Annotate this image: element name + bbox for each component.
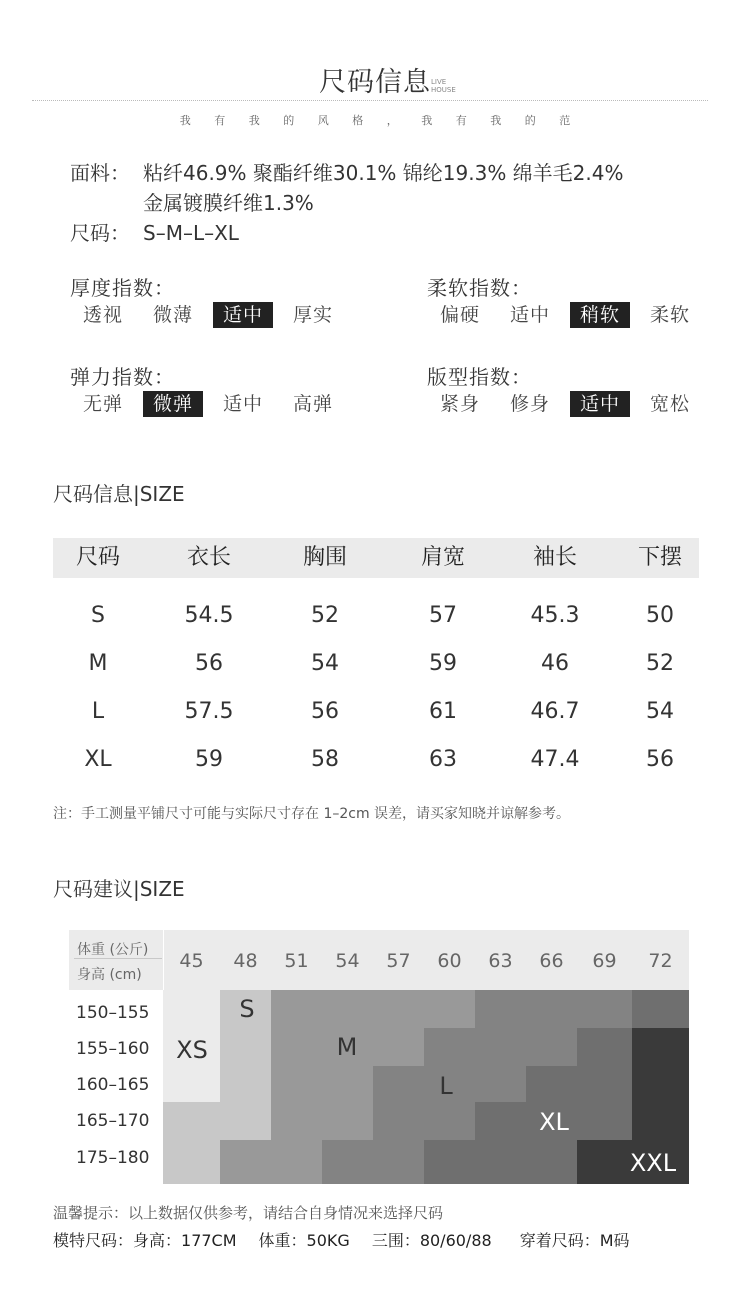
advice-grid-cell bbox=[373, 990, 424, 1028]
weight-header: 72 bbox=[648, 950, 673, 972]
advice-grid-cell bbox=[632, 1066, 689, 1102]
fabric-info bbox=[70, 158, 624, 248]
advice-grid-cell bbox=[475, 1102, 526, 1140]
advice-grid-cell bbox=[373, 1102, 424, 1140]
size-table-size-cell: XL bbox=[84, 747, 112, 772]
size-table-cell: 63 bbox=[429, 747, 457, 772]
size-table-cell: 46.7 bbox=[530, 699, 580, 724]
advice-grid-cell bbox=[577, 1066, 632, 1102]
size-table-cell: 57.5 bbox=[184, 699, 234, 724]
slogan-char: ， bbox=[386, 114, 398, 127]
model-wearing-size: 穿着尺码：M码 bbox=[519, 1231, 630, 1250]
model-height: 身高：177CM bbox=[133, 1231, 237, 1250]
index-option: 无弹 bbox=[82, 393, 123, 415]
size-table-cell: 47.4 bbox=[530, 747, 580, 772]
size-zone-label: XXL bbox=[629, 1149, 677, 1177]
size-table-cell: 56 bbox=[195, 651, 223, 676]
index-option-selected: 适中 bbox=[570, 391, 630, 417]
model-measurements: 三围：80/60/88 bbox=[371, 1231, 492, 1250]
advice-grid-cell bbox=[163, 990, 220, 1028]
index-option: 紧身 bbox=[439, 393, 480, 415]
index-options bbox=[73, 391, 353, 417]
index-option-selected: 稍软 bbox=[570, 302, 630, 328]
size-table-cell: 50 bbox=[646, 603, 674, 628]
advice-grid-cell bbox=[526, 1140, 577, 1184]
size-table-column-header: 下摆 bbox=[637, 545, 682, 570]
advice-grid-cell bbox=[220, 1066, 271, 1102]
weight-header: 51 bbox=[284, 950, 309, 972]
badge-line1: LIVE bbox=[431, 78, 447, 86]
size-label: 尺码： bbox=[70, 221, 130, 245]
height-label: 150–155 bbox=[76, 1003, 150, 1023]
model-label: 模特尺码： bbox=[53, 1231, 134, 1250]
weight-axis-label: 体重 (公斤) bbox=[77, 942, 149, 958]
index-title: 弹力指数： bbox=[70, 365, 175, 389]
brand-badge bbox=[431, 78, 456, 94]
page-title: 尺码信息 bbox=[319, 67, 431, 98]
size-table-cell: 59 bbox=[195, 747, 223, 772]
size-table-cell: 61 bbox=[429, 699, 457, 724]
weight-header: 63 bbox=[488, 950, 513, 972]
slogan-char: 风 bbox=[317, 114, 329, 127]
index-options bbox=[430, 302, 710, 328]
size-table-cell: 54 bbox=[646, 699, 674, 724]
index-option-selected: 适中 bbox=[213, 302, 273, 328]
size-zone-label: L bbox=[439, 1072, 453, 1100]
advice-grid-cell bbox=[424, 990, 475, 1028]
height-label: 175–180 bbox=[76, 1148, 150, 1168]
advice-grid-cell bbox=[577, 1102, 632, 1140]
advice-grid-cell bbox=[163, 1066, 220, 1102]
size-table-cell: 46 bbox=[541, 651, 569, 676]
size-table-column-header: 肩宽 bbox=[420, 545, 465, 570]
height-label: 155–160 bbox=[76, 1039, 150, 1059]
advice-grid-cell bbox=[373, 1140, 424, 1184]
advice-grid-cell bbox=[322, 990, 373, 1028]
index-option: 透视 bbox=[82, 304, 123, 326]
tip-text: 温馨提示：以上数据仅供参考，请结合自身情况来选择尺码 bbox=[53, 1204, 444, 1222]
size-table-cell: 54 bbox=[311, 651, 339, 676]
weight-header: 69 bbox=[592, 950, 617, 972]
slogan-char: 我 bbox=[248, 114, 260, 127]
index-title: 柔软指数： bbox=[427, 276, 532, 300]
advice-grid-cell bbox=[220, 1102, 271, 1140]
fabric-line1: 粘纤46.9% 聚酯纤维30.1% 锦纶19.3% 绵羊毛2.4% bbox=[143, 161, 624, 185]
measurement-note: 注：手工测量平铺尺寸可能与实际尺寸存在 1–2cm 误差，请买家知晓并谅解参考。 bbox=[53, 806, 571, 822]
advice-grid-cell bbox=[577, 990, 632, 1028]
slogan-char: 的 bbox=[283, 114, 295, 127]
weight-header: 48 bbox=[233, 950, 258, 972]
height-label: 160–165 bbox=[76, 1075, 150, 1095]
badge-line2: HOUSE bbox=[431, 86, 456, 94]
size-advice-heading: 尺码建议|SIZE bbox=[53, 877, 185, 901]
slogan-char: 我 bbox=[421, 114, 433, 127]
advice-grid-cell bbox=[220, 1140, 271, 1184]
advice-grid-cell bbox=[475, 1028, 526, 1066]
advice-grid-cell bbox=[475, 990, 526, 1028]
size-table-cell: 52 bbox=[646, 651, 674, 676]
advice-grid-cell bbox=[163, 1102, 220, 1140]
size-table-cell: 58 bbox=[311, 747, 339, 772]
model-info bbox=[53, 1228, 630, 1251]
size-table-column-header: 胸围 bbox=[302, 545, 347, 570]
advice-grid-cell bbox=[373, 1066, 424, 1102]
advice-grid-cell bbox=[577, 1140, 632, 1184]
fabric-label: 面料： bbox=[70, 161, 130, 185]
advice-grid-cell bbox=[271, 1066, 322, 1102]
advice-grid-cell bbox=[526, 990, 577, 1028]
size-table-cell: 54.5 bbox=[184, 603, 234, 628]
size-table-cell: 56 bbox=[646, 747, 674, 772]
size-table-column-header: 袖长 bbox=[532, 545, 577, 570]
weight-header: 57 bbox=[386, 950, 411, 972]
header-divider bbox=[74, 958, 162, 959]
advice-grid-cell bbox=[163, 1140, 220, 1184]
index-option: 偏硬 bbox=[439, 304, 480, 326]
index-option: 修身 bbox=[509, 393, 550, 415]
advice-grid-cell bbox=[271, 990, 322, 1028]
index-option: 适中 bbox=[509, 304, 550, 326]
size-zone-label: M bbox=[336, 1033, 358, 1061]
advice-grid-cell bbox=[322, 1066, 373, 1102]
size-table-cell: 45.3 bbox=[530, 603, 580, 628]
advice-grid-cell bbox=[475, 1140, 526, 1184]
size-info-heading: 尺码信息|SIZE bbox=[53, 482, 185, 506]
index-option: 宽松 bbox=[649, 393, 690, 415]
slogan-char: 范 bbox=[559, 114, 571, 127]
index-options bbox=[73, 302, 353, 328]
size-table-column-header: 尺码 bbox=[75, 545, 120, 570]
slogan bbox=[0, 112, 750, 128]
index-option: 适中 bbox=[222, 393, 263, 415]
advice-grid-cell bbox=[632, 990, 689, 1028]
slogan-char: 有 bbox=[214, 114, 226, 127]
slogan-char: 有 bbox=[455, 114, 467, 127]
advice-grid-cell bbox=[322, 1102, 373, 1140]
index-options bbox=[430, 391, 710, 417]
advice-grid-cell bbox=[271, 1140, 322, 1184]
slogan-char: 我 bbox=[490, 114, 502, 127]
height-axis-label: 身高 (cm) bbox=[77, 967, 142, 983]
size-zone-label: S bbox=[239, 995, 255, 1023]
model-weight: 体重：50KG bbox=[258, 1231, 350, 1250]
index-title: 版型指数： bbox=[427, 365, 532, 389]
index-option-selected: 微弹 bbox=[143, 391, 203, 417]
slogan-char: 格 bbox=[352, 114, 364, 127]
advice-grid-cell bbox=[220, 1028, 271, 1066]
index-option: 柔软 bbox=[649, 304, 690, 326]
weight-header: 45 bbox=[179, 950, 204, 972]
advice-grid-cell bbox=[373, 1028, 424, 1066]
height-label: 165–170 bbox=[76, 1111, 150, 1131]
size-table-size-cell: S bbox=[91, 603, 105, 628]
size-table-cell: 57 bbox=[429, 603, 457, 628]
size-table-cell: 59 bbox=[429, 651, 457, 676]
size-value: S–M–L–XL bbox=[143, 221, 239, 245]
advice-grid-cell bbox=[632, 1028, 689, 1066]
slogan-char: 的 bbox=[524, 114, 536, 127]
advice-grid-cell bbox=[526, 1028, 577, 1066]
advice-grid-cell bbox=[271, 1102, 322, 1140]
size-table-column-header: 衣长 bbox=[186, 545, 231, 570]
index-title: 厚度指数： bbox=[70, 276, 175, 300]
size-table-size-cell: L bbox=[91, 699, 105, 724]
advice-grid-cell bbox=[424, 1028, 475, 1066]
fabric-line2: 金属镀膜纤维1.3% bbox=[143, 191, 314, 215]
index-option: 微薄 bbox=[152, 304, 193, 326]
advice-grid-cell bbox=[526, 1066, 577, 1102]
index-option: 厚实 bbox=[292, 304, 333, 326]
advice-grid-cell bbox=[632, 1102, 689, 1140]
size-table-cell: 56 bbox=[311, 699, 339, 724]
dotted-divider bbox=[32, 100, 708, 101]
advice-grid-cell bbox=[475, 1066, 526, 1102]
weight-header: 66 bbox=[539, 950, 564, 972]
size-table-size-cell: M bbox=[88, 651, 108, 676]
size-zone-label: XS bbox=[176, 1036, 208, 1064]
size-zone-label: XL bbox=[539, 1108, 569, 1136]
advice-grid-cell bbox=[424, 1140, 475, 1184]
advice-grid-cell bbox=[322, 1140, 373, 1184]
weight-header: 54 bbox=[335, 950, 360, 972]
advice-grid-cell bbox=[424, 1102, 475, 1140]
index-option: 高弹 bbox=[292, 393, 333, 415]
weight-header: 60 bbox=[437, 950, 462, 972]
advice-grid-cell bbox=[577, 1028, 632, 1066]
advice-grid-cell bbox=[271, 1028, 322, 1066]
slogan-char: 我 bbox=[179, 114, 191, 127]
size-table-cell: 52 bbox=[311, 603, 339, 628]
